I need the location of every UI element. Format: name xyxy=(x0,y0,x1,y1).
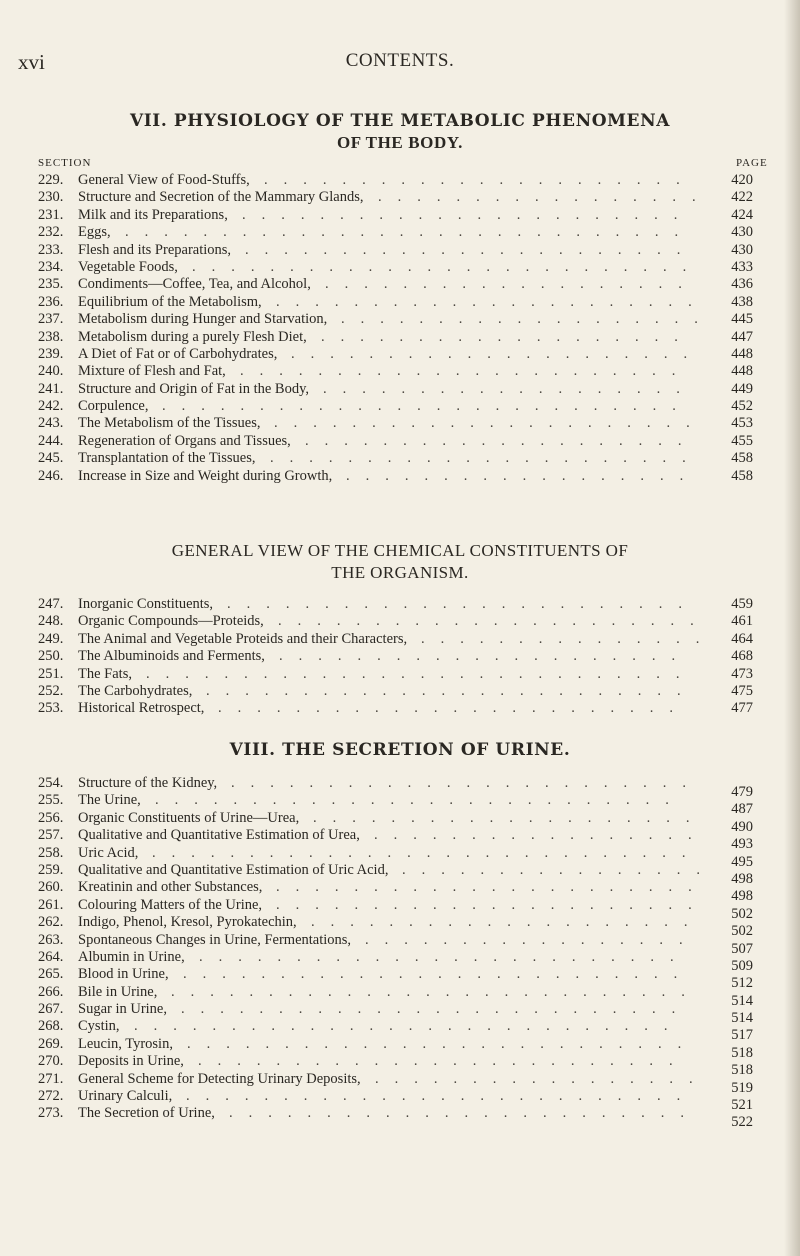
chapter-8-entries xyxy=(0,775,800,1131)
chapter-8-section xyxy=(0,739,800,1131)
page-number: 519 xyxy=(731,1079,753,1096)
section-number: 236. xyxy=(38,293,64,310)
section-number: 229. xyxy=(38,172,64,188)
dot-leader: ........................ xyxy=(227,596,698,612)
section-title: The Secretion of Urine, xyxy=(78,1105,215,1122)
page-number: 498 xyxy=(731,870,753,887)
section-title: The Metabolism of the Tissues, xyxy=(78,415,261,432)
page-number: 514 xyxy=(731,1010,753,1027)
section-number: 247. xyxy=(38,596,64,612)
toc-entry xyxy=(0,363,800,380)
section-title: Uric Acid, xyxy=(78,844,139,861)
dot-leader: .................. xyxy=(346,467,700,484)
page-number: 518 xyxy=(731,1062,753,1079)
page-number: 449 xyxy=(731,380,753,397)
section-title: Sugar in Urine, xyxy=(78,1001,167,1018)
section-title: Leucin, Tyrosin, xyxy=(78,1035,173,1052)
page-folio: xvi xyxy=(18,50,45,74)
dot-leader: .................... xyxy=(311,914,704,931)
page-number: 487 xyxy=(731,801,753,818)
section-number: 262. xyxy=(38,914,64,931)
general-view-subtitle: THE ORGANISM. xyxy=(331,563,469,582)
page-number: 433 xyxy=(731,258,753,275)
page-number: 521 xyxy=(731,1097,753,1114)
page-number: 522 xyxy=(731,1114,753,1131)
dot-leader: ....................... xyxy=(240,363,692,380)
section-column-heading: SECTION xyxy=(38,157,92,169)
page-number: 436 xyxy=(731,276,753,293)
section-title: Albumin in Urine, xyxy=(78,948,185,965)
section-title: Equilibrium of the Metabolism, xyxy=(78,293,262,310)
section-title: The Urine, xyxy=(78,792,141,809)
section-title: Metabolism during a purely Flesh Diet, xyxy=(78,328,307,345)
section-number: 259. xyxy=(38,861,64,878)
column-headings xyxy=(0,154,800,172)
section-title: Structure and Secretion of the Mammary Glands, xyxy=(78,189,364,206)
section-title: Eggs, xyxy=(78,224,111,241)
dot-leader: ............................ xyxy=(134,1018,684,1035)
toc-entry xyxy=(0,172,800,189)
section-title: Regeneration of Organs and Tissues, xyxy=(78,432,291,449)
section-title: Flesh and its Preparations, xyxy=(78,241,232,258)
section-number: 241. xyxy=(38,380,64,397)
general-view-section xyxy=(0,540,800,718)
section-number: 234. xyxy=(38,258,64,275)
section-title: Milk and its Preparations, xyxy=(78,206,228,223)
toc-entry xyxy=(0,468,800,485)
page-number: 458 xyxy=(731,450,753,467)
page-number: 453 xyxy=(731,415,753,432)
section-title: Metabolism during Hunger and Starvation, xyxy=(78,311,328,328)
section-title: A Diet of Fat or of Carbohydrates, xyxy=(78,345,278,362)
running-head xyxy=(0,40,800,74)
section-number: 252. xyxy=(38,682,64,699)
dot-leader: .................... xyxy=(305,432,698,449)
dot-leader: .................... xyxy=(313,809,706,826)
dot-leader: ............................. xyxy=(125,224,695,241)
toc-entry xyxy=(0,775,800,800)
page-number: 445 xyxy=(731,311,753,328)
section-number: 272. xyxy=(38,1088,64,1105)
dot-leader: .......................... xyxy=(187,1035,698,1052)
dot-leader: ........................... xyxy=(162,398,692,415)
section-number: 238. xyxy=(38,328,64,345)
page-number: 495 xyxy=(731,853,753,870)
section-number: 249. xyxy=(38,630,64,647)
page-number: 430 xyxy=(731,241,753,258)
page-column-heading: PAGE xyxy=(736,157,768,169)
section-number: 230. xyxy=(38,189,64,206)
section-number: 246. xyxy=(38,467,64,484)
section-number: 266. xyxy=(38,983,64,1000)
section-title: Condiments—Coffee, Tea, and Alcohol, xyxy=(78,276,311,293)
section-title: Colouring Matters of the Urine, xyxy=(78,896,263,913)
page-number: 452 xyxy=(731,398,753,415)
dot-leader: ...................... xyxy=(276,879,708,896)
section-number: 267. xyxy=(38,1001,64,1018)
dot-leader: ...................... xyxy=(264,172,696,188)
section-number: 239. xyxy=(38,345,64,362)
section-title: Deposits in Urine, xyxy=(78,1053,184,1070)
page-number: 475 xyxy=(731,682,753,699)
section-number: 233. xyxy=(38,241,64,258)
page-number: 498 xyxy=(731,888,753,905)
section-number: 271. xyxy=(38,1070,64,1087)
dot-leader: ........................ xyxy=(231,775,702,791)
dot-leader: .......................... xyxy=(183,966,694,983)
toc-entry xyxy=(0,631,800,648)
page-number: 517 xyxy=(731,1027,753,1044)
page-number: 490 xyxy=(731,818,753,835)
section-title: The Albuminoids and Ferments, xyxy=(78,648,265,665)
section-number: 237. xyxy=(38,311,64,328)
toc-entry xyxy=(0,189,800,206)
page-number: 468 xyxy=(731,648,753,665)
section-number: 231. xyxy=(38,206,64,223)
dot-leader: .......................... xyxy=(181,1001,692,1018)
page-number: 514 xyxy=(731,992,753,1009)
toc-entry xyxy=(0,311,800,328)
page-number: 455 xyxy=(731,432,753,449)
dot-leader: ............................ xyxy=(152,844,702,861)
section-number: 242. xyxy=(38,398,64,415)
toc-entry xyxy=(0,683,800,700)
page-number: 430 xyxy=(731,224,753,241)
dot-leader: ................... xyxy=(323,380,696,397)
page-number: 448 xyxy=(731,363,753,380)
section-number: 270. xyxy=(38,1053,64,1070)
chapter-7-entries xyxy=(0,172,800,485)
page-number: 461 xyxy=(731,613,753,630)
toc-entry xyxy=(0,346,800,363)
toc-entry xyxy=(0,207,800,224)
section-title: General View of Food-Stuffs, xyxy=(78,172,250,188)
dot-leader: ....................... xyxy=(242,206,694,223)
dot-leader: ......................... xyxy=(206,682,697,699)
chapter-7-title: VII. PHYSIOLOGY OF THE METABOLIC PHENOMENA xyxy=(129,111,671,131)
section-number: 273. xyxy=(38,1105,64,1122)
section-number: 250. xyxy=(38,648,64,665)
page-number: 512 xyxy=(731,975,753,992)
dot-leader: ...................... xyxy=(276,896,708,913)
section-number: 255. xyxy=(38,792,64,809)
page-number: 493 xyxy=(731,836,753,853)
general-view-title: GENERAL VIEW OF THE CHEMICAL CONSTITUENTS OF xyxy=(171,541,629,560)
section-title: The Carbohydrates, xyxy=(78,682,193,699)
section-title: The Fats, xyxy=(78,665,132,682)
page-number: 448 xyxy=(731,345,753,362)
toc-entry xyxy=(0,648,800,665)
section-title: Blood in Urine, xyxy=(78,966,169,983)
section-title: The Animal and Vegetable Proteids and their Characters, xyxy=(78,630,408,647)
section-number: 268. xyxy=(38,1018,64,1035)
dot-leader: ............................ xyxy=(146,665,696,682)
general-view-entries xyxy=(0,596,800,718)
page-number: 447 xyxy=(731,328,753,345)
dot-leader: ................ xyxy=(402,861,716,878)
section-number: 253. xyxy=(38,700,64,717)
section-number: 263. xyxy=(38,931,64,948)
dot-leader: ............... xyxy=(421,630,716,647)
toc-entry xyxy=(0,433,800,450)
chapter-7-subtitle: OF THE BODY. xyxy=(336,133,464,152)
section-title: General Scheme for Detecting Urinary Deposits, xyxy=(78,1070,361,1087)
dot-leader: ................. xyxy=(365,931,699,948)
toc-entry xyxy=(0,294,800,311)
section-title: Bile in Urine, xyxy=(78,983,158,1000)
dot-leader: ................. xyxy=(374,827,708,844)
section-number: 261. xyxy=(38,896,64,913)
dot-leader: ........................ xyxy=(229,1105,700,1122)
toc-entry xyxy=(0,329,800,346)
section-number: 264. xyxy=(38,948,64,965)
toc-entry xyxy=(0,381,800,398)
section-title: Mixture of Flesh and Fat, xyxy=(78,363,226,380)
dot-leader: ...................... xyxy=(276,293,708,310)
section-number: 251. xyxy=(38,665,64,682)
toc-entry xyxy=(0,242,800,259)
section-title: Inorganic Constituents, xyxy=(78,596,214,612)
dot-leader: ................. xyxy=(378,189,712,206)
dot-leader: ......................... xyxy=(199,948,690,965)
section-number: 256. xyxy=(38,809,64,826)
chapter-7-section xyxy=(0,110,800,485)
toc-entry xyxy=(0,450,800,467)
section-title: Cystin, xyxy=(78,1018,120,1035)
dot-leader: ...................... xyxy=(278,613,710,630)
section-title: Corpulence, xyxy=(78,398,149,415)
toc-entry xyxy=(0,596,800,613)
section-title: Indigo, Phenol, Kresol, Pyrokatechin, xyxy=(78,914,297,931)
section-number: 243. xyxy=(38,415,64,432)
dot-leader: .......................... xyxy=(186,1088,697,1105)
toc-entry xyxy=(0,259,800,276)
section-title: Transplantation of the Tissues, xyxy=(78,450,256,467)
page-number: 458 xyxy=(731,467,753,484)
section-title: Spontaneous Changes in Urine, Fermentations, xyxy=(78,931,352,948)
dot-leader: ..................... xyxy=(291,345,704,362)
page-number: 459 xyxy=(731,596,753,612)
page-number: 464 xyxy=(731,630,753,647)
section-title: Vegetable Foods, xyxy=(78,258,178,275)
page-number: 438 xyxy=(731,293,753,310)
page-number: 507 xyxy=(731,940,753,957)
section-title: Qualitative and Quantitative Estimation of Uric Acid, xyxy=(78,861,389,878)
toc-entry xyxy=(0,613,800,630)
toc-entry xyxy=(0,276,800,293)
section-number: 235. xyxy=(38,276,64,293)
section-title: Structure and Origin of Fat in the Body, xyxy=(78,380,310,397)
page-number: 502 xyxy=(731,923,753,940)
page-number: 502 xyxy=(731,905,753,922)
section-title: Structure of the Kidney, xyxy=(78,775,218,791)
running-title: CONTENTS. xyxy=(345,50,455,71)
section-number: 260. xyxy=(38,879,64,896)
page-number: 479 xyxy=(731,784,753,800)
chapter-8-title: VIII. THE SECRETION OF URINE. xyxy=(229,740,571,760)
section-number: 257. xyxy=(38,827,64,844)
section-number: 245. xyxy=(38,450,64,467)
page-number: 422 xyxy=(731,189,753,206)
page-number: 420 xyxy=(731,172,753,188)
dot-leader: ................... xyxy=(325,276,698,293)
section-title: Organic Compounds—Proteids, xyxy=(78,613,264,630)
dot-leader: ....................... xyxy=(245,241,697,258)
section-title: Qualitative and Quantitative Estimation of Urea, xyxy=(78,827,360,844)
section-number: 240. xyxy=(38,363,64,380)
section-number: 232. xyxy=(38,224,64,241)
dot-leader: ................... xyxy=(341,311,714,328)
dot-leader: ........................... xyxy=(171,983,701,1000)
dot-leader: ...................... xyxy=(270,450,702,467)
page-number: 473 xyxy=(731,665,753,682)
section-title: Urinary Calculi, xyxy=(78,1088,173,1105)
section-number: 254. xyxy=(38,775,64,791)
page-number: 518 xyxy=(731,1044,753,1061)
toc-entry xyxy=(0,1105,800,1131)
section-number: 244. xyxy=(38,432,64,449)
section-title: Increase in Size and Weight during Growth, xyxy=(78,467,333,484)
dot-leader: .......................... xyxy=(192,258,703,275)
section-title: Organic Constituents of Urine—Urea, xyxy=(78,809,300,826)
dot-leader: ......................... xyxy=(198,1053,689,1070)
dot-leader: ........................... xyxy=(155,792,685,809)
dot-leader: ...................... xyxy=(274,415,706,432)
page-number: 509 xyxy=(731,957,753,974)
section-number: 248. xyxy=(38,613,64,630)
toc-entry xyxy=(0,415,800,432)
page-number: 477 xyxy=(731,700,753,717)
dot-leader: ..................... xyxy=(279,648,692,665)
dot-leader: ........................ xyxy=(218,700,689,717)
dot-leader: ................... xyxy=(321,328,694,345)
page-number: 424 xyxy=(731,206,753,223)
toc-entry xyxy=(0,700,800,717)
section-number: 258. xyxy=(38,844,64,861)
toc-entry xyxy=(0,666,800,683)
toc-entry xyxy=(0,224,800,241)
section-title: Kreatinin and other Substances, xyxy=(78,879,263,896)
section-number: 265. xyxy=(38,966,64,983)
dot-leader: ................. xyxy=(375,1070,709,1087)
section-number: 269. xyxy=(38,1035,64,1052)
section-title: Historical Retrospect, xyxy=(78,700,205,717)
toc-entry xyxy=(0,398,800,415)
